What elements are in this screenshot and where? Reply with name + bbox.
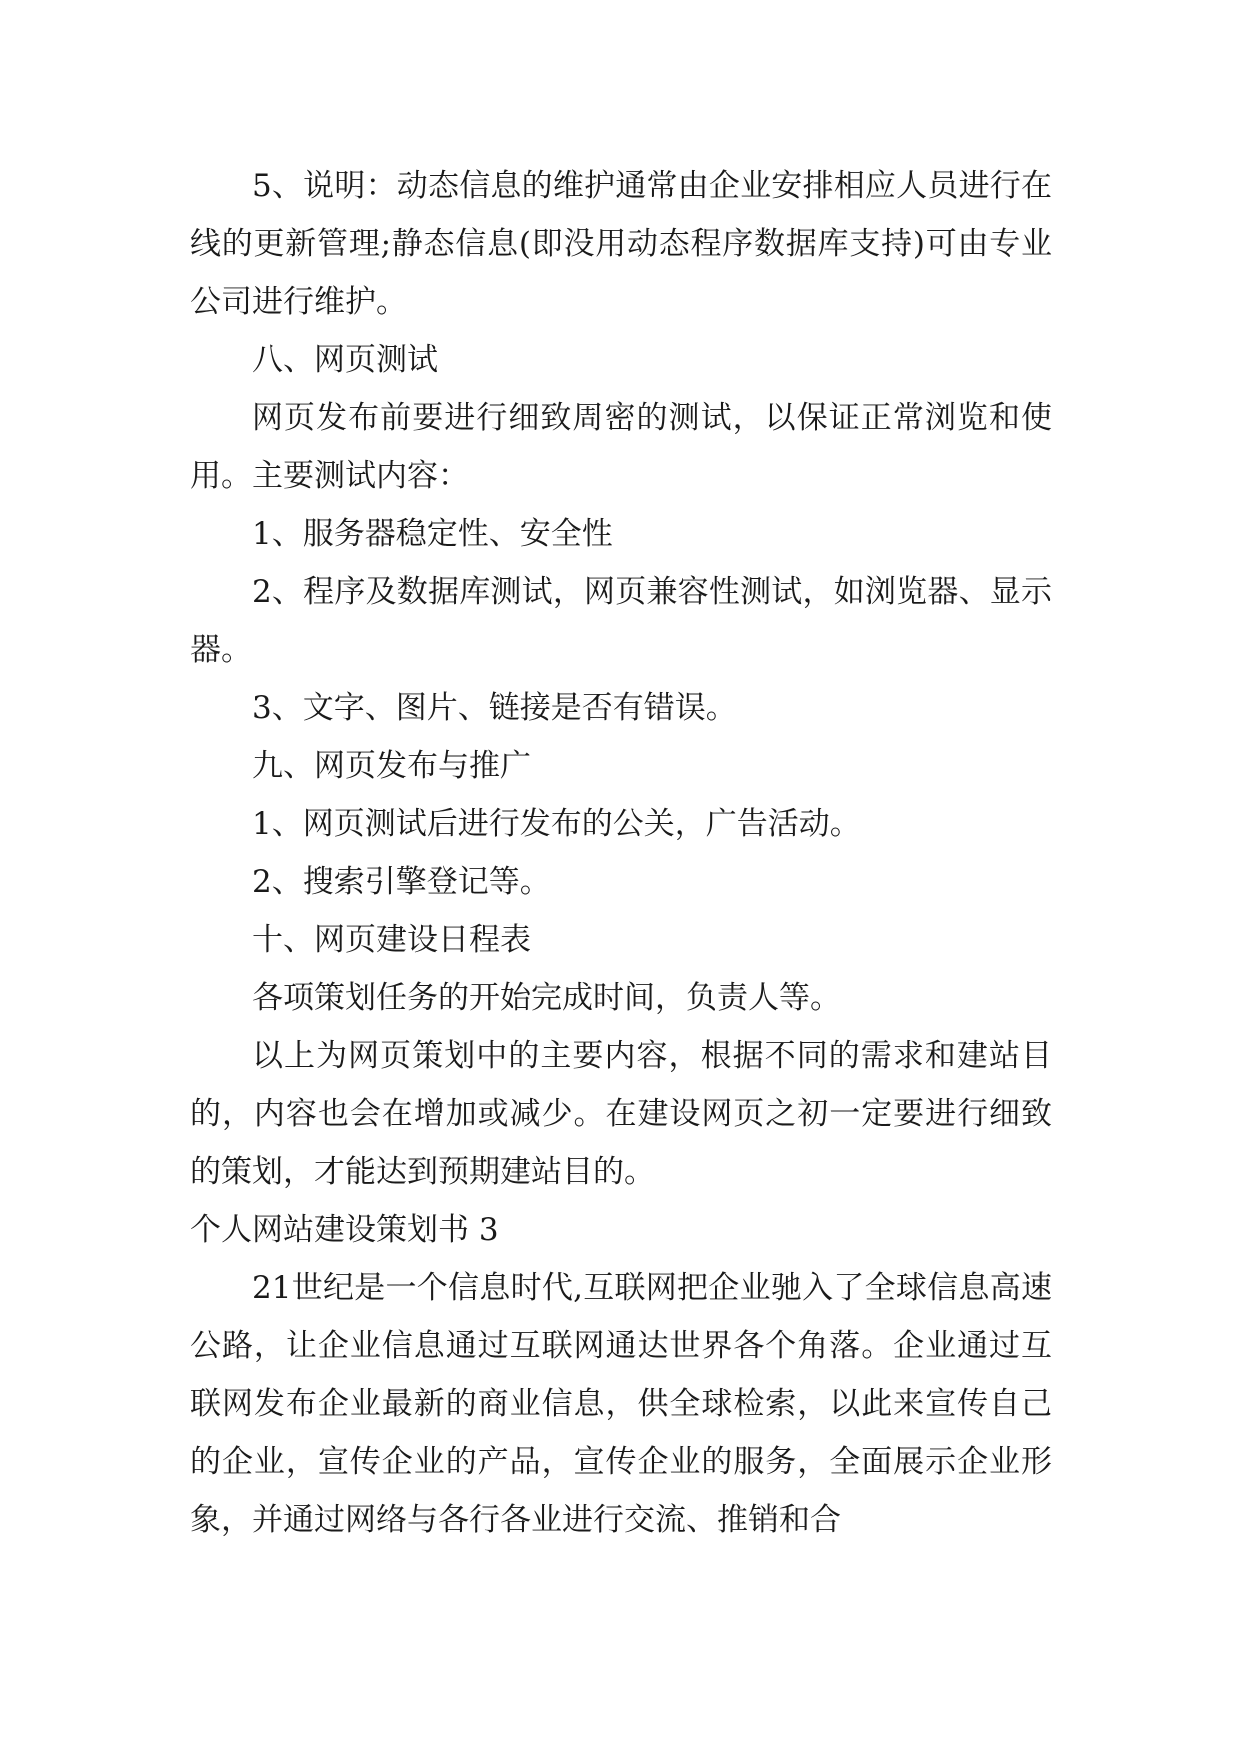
document-body	[190, 157, 1052, 1549]
list-item-text-image-links: 3、文字、图片、链接是否有错误。	[252, 690, 737, 726]
list-item-server-stability: 1、服务器稳定性、安全性	[252, 516, 613, 552]
section-heading-publish-promote: 九、网页发布与推广	[252, 748, 531, 784]
paragraph-maintenance-note: 5、说明：动态信息的维护通常由企业安排相应人员进行在线的更新管理;静态信息(即没用动态程序数据库支持)可由专业公司进行维护。	[190, 168, 1052, 320]
list-item-search-engine: 2、搜索引擎登记等。	[252, 864, 551, 900]
paragraph-schedule-detail: 各项策划任务的开始完成时间，负责人等。	[252, 980, 841, 1016]
document-title-3: 个人网站建设策划书 3	[190, 1212, 499, 1248]
list-item-program-testing: 2、程序及数据库测试，网页兼容性测试，如浏览器、显示器。	[190, 574, 1052, 668]
paragraph-testing-intro: 网页发布前要进行细致周密的测试，以保证正常浏览和使用。主要测试内容：	[190, 400, 1052, 494]
list-item-publish-pr: 1、网页测试后进行发布的公关，广告活动。	[252, 806, 861, 842]
paragraph-information-age: 21世纪是一个信息时代,互联网把企业驰入了全球信息高速公路，让企业信息通过互联网通达世界各个角落。企业通过互联网发布企业最新的商业信息，供全球检索，以此来宣传自己的企业，宣传企业的产品，宣传企业的服务，全面展示企业形象，并通过网络与各行各业进行交流、推销和合	[190, 1270, 1052, 1538]
section-heading-schedule: 十、网页建设日程表	[252, 922, 531, 958]
section-heading-page-testing: 八、网页测试	[252, 342, 438, 378]
paragraph-summary: 以上为网页策划中的主要内容，根据不同的需求和建站目的，内容也会在增加或减少。在建设网页之初一定要进行细致的策划，才能达到预期建站目的。	[190, 1038, 1052, 1190]
